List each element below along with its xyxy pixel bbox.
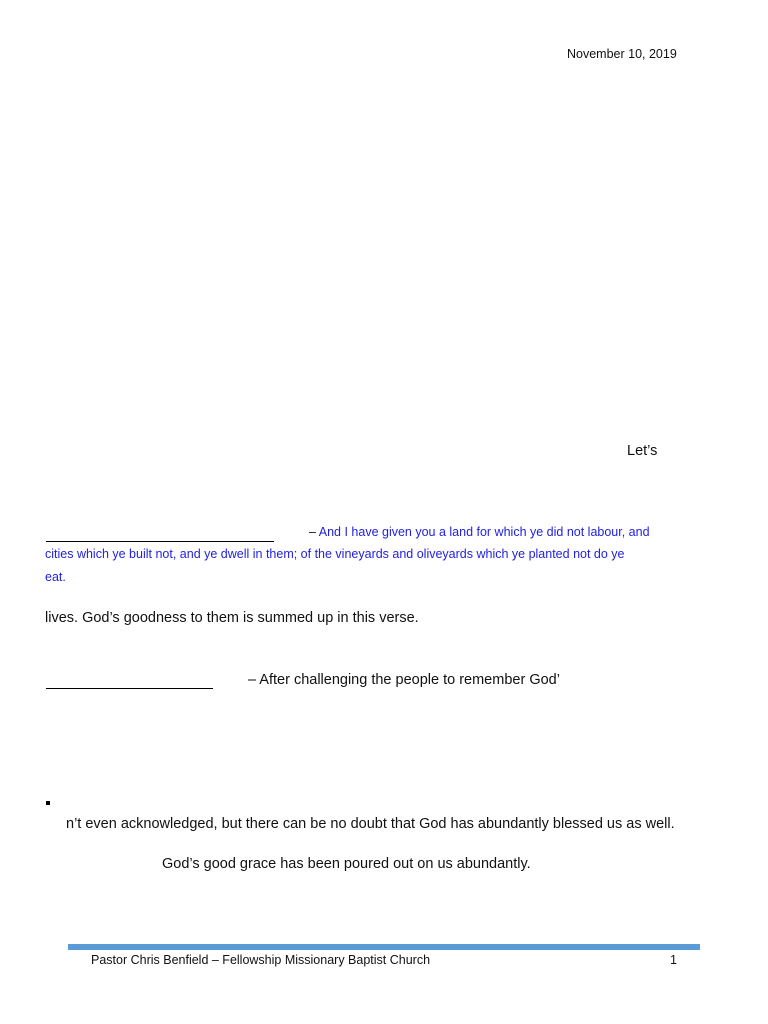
fill-in-blank-2[interactable] <box>46 688 213 689</box>
scripture-quote-line-3: eat. <box>45 570 66 584</box>
scripture-dash: – <box>309 525 316 539</box>
scripture-quote-line-1 <box>309 525 650 539</box>
scripture-text-1: And I have given you a land for which ye did not labour, and <box>318 525 650 539</box>
bullet-icon <box>46 801 50 805</box>
header-date: November 10, 2019 <box>567 47 677 61</box>
challenge-paragraph: – After challenging the people to remember God’ <box>248 672 560 688</box>
page-number: 1 <box>670 953 677 967</box>
grace-paragraph: God’s good grace has been poured out on us abundantly. <box>162 856 531 872</box>
acknowledged-paragraph: n’t even acknowledged, but there can be no doubt that God has abundantly blessed us as well. <box>66 816 675 832</box>
footer-rule <box>68 944 700 950</box>
goodness-paragraph: lives. God’s goodness to them is summed up in this verse. <box>45 610 419 626</box>
lets-fragment: Let’s <box>627 443 658 459</box>
scripture-quote-line-2: cities which ye built not, and ye dwell in them; of the vineyards and oliveyards which ye planted not do ye <box>45 547 625 561</box>
footer-text: Pastor Chris Benfield – Fellowship Missionary Baptist Church <box>91 953 431 967</box>
fill-in-blank-1[interactable] <box>46 541 274 542</box>
